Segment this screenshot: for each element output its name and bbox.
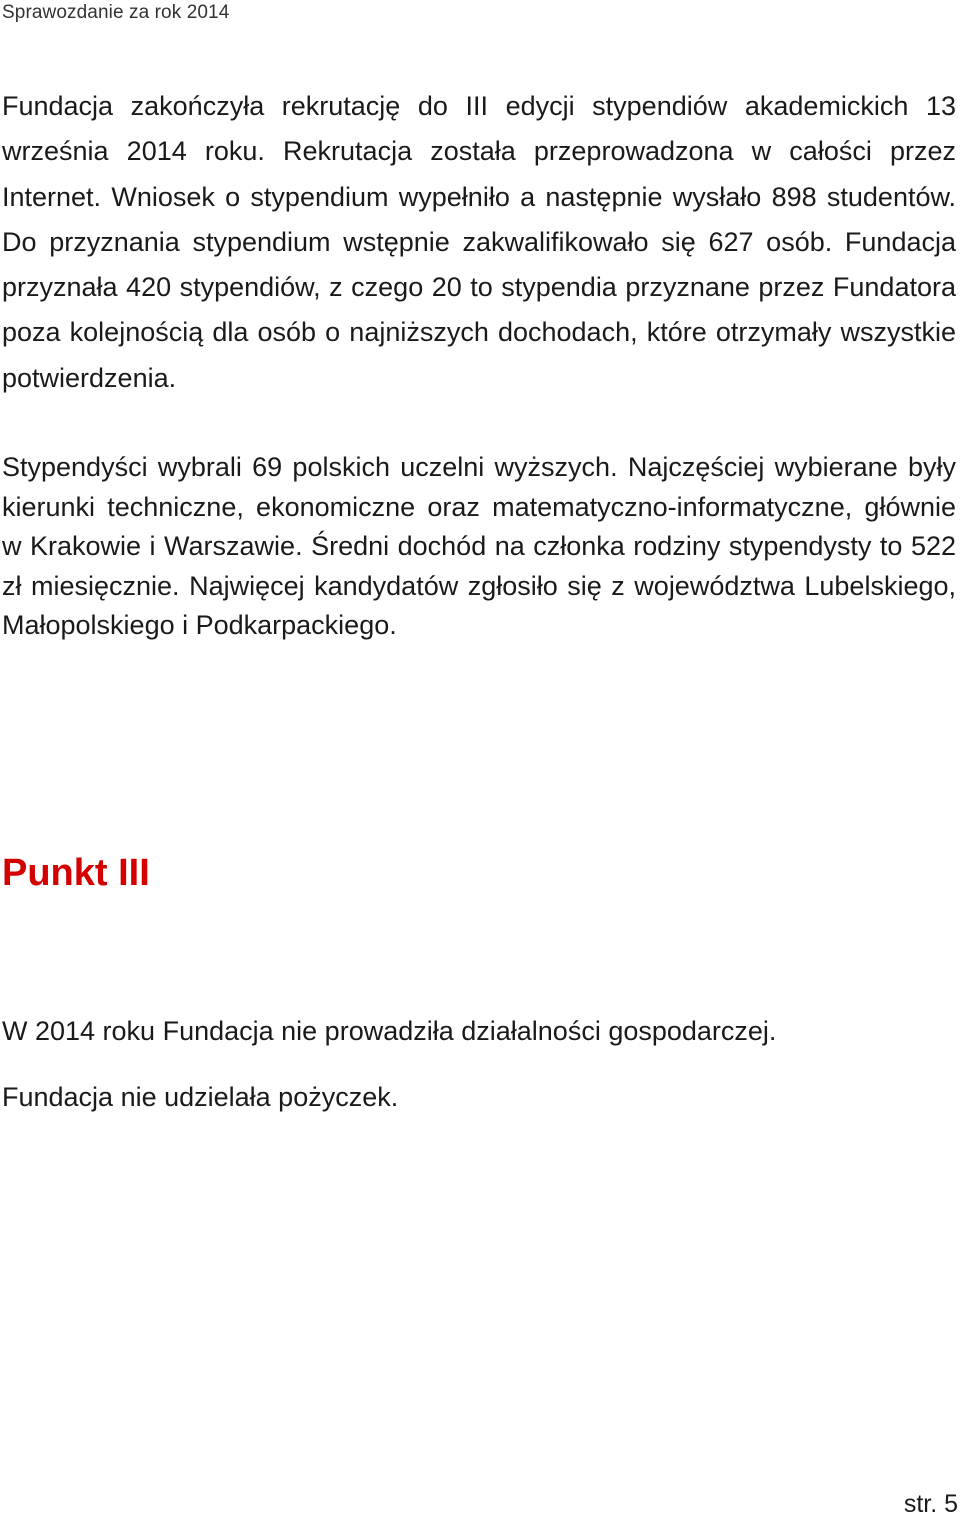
statement-loans: Fundacja nie udzielała pożyczek. <box>2 1082 399 1112</box>
page-number: str. 5 <box>903 1490 958 1518</box>
paragraph-recruitment: Fundacja zakończyła rekrutację do III edycji stypendiów akademickich 13 września 2014 roku. Rekrutacja została przeprowadzona w całości przez Internet. Wniosek o stypendium wypełniło a następnie wysłało 898 studentów. Do przyznania stypendium wstępnie zakwalifikowało się 627 osób. Fundacja przyznała 420 stypendiów, z czego 20 to stypendia przyznane przez Fundatora poza kolejnością dla osób o najniższych dochodach, które otrzymały wszystkie potwierdzenia. <box>2 91 956 393</box>
statement-economic-activity: W 2014 roku Fundacja nie prowadziła działalności gospodarczej. <box>2 1016 777 1046</box>
running-header: Sprawozdanie za rok 2014 <box>2 2 230 23</box>
paragraph-universities: Stypendyści wybrali 69 polskich uczelni wyższych. Najczęściej wybierane były kierunki techniczne, ekonomiczne oraz matematyczno-informatyczne, głównie w Krakowie i Warszawie. Średni dochód na członka rodziny stypendysty to 522 zł miesięcznie. Najwięcej kandydatów zgłosiło się z województwa Lubelskiego, Małopolskiego i Podkarpackiego. <box>2 452 956 640</box>
section-title: Punkt III <box>2 852 150 894</box>
